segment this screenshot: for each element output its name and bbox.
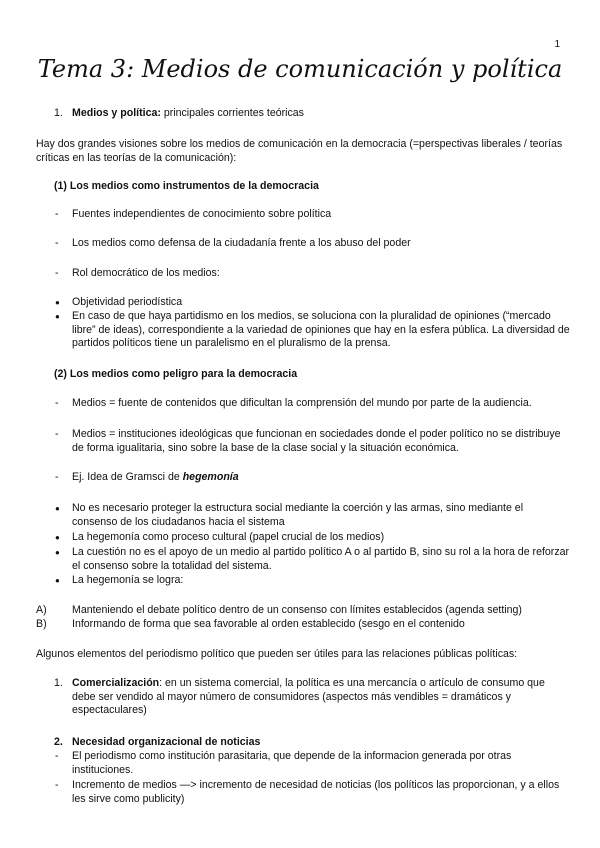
intro-paragraph: Hay dos grandes visiones sobre los medios de comunicación en la democracia (=perspectivas liberales / teorías críticas en las teorías de la comunicación): xyxy=(36,138,563,164)
section-heading: Necesidad organizacional de noticias xyxy=(72,736,261,748)
dash-marker: - xyxy=(55,267,59,279)
list-number: 1. xyxy=(54,107,63,119)
item-text: Ej. Idea de Gramsci de xyxy=(72,471,183,483)
bullet-icon: ● xyxy=(55,548,60,557)
emphasis-term: hegemonía xyxy=(182,471,239,483)
bullet-icon: ● xyxy=(55,312,60,321)
bullet-icon: ● xyxy=(55,298,60,307)
dash-marker: - xyxy=(55,428,59,440)
dash-marker: - xyxy=(55,471,59,483)
bold-label: Medios y política: xyxy=(72,107,161,119)
list-item xyxy=(72,471,564,485)
item-text: : en un sistema comercial, la política es una mercancía o artículo de consumo que debe ser vendido al mayor número de consumidores (aspectos más vendibles = dramáticos y espectaculares) xyxy=(72,677,545,717)
page-number: 1 xyxy=(554,39,560,50)
dash-marker: - xyxy=(55,208,59,220)
list-item: En caso de que haya partidismo en los medios, se soluciona con la pluralidad de opiniones (“mercado libre” de ideas), correspondiente a la variedad de opiniones que hay en la esfera pública. La diversidad de partidos políticos tiene un paralelismo en el pluralismo de la prensa. xyxy=(72,310,570,350)
list-item: Objetividad periodística xyxy=(72,296,183,308)
list-item: No es necesario proteger la estructura social mediante la coerción y las armas, sino mediante el consenso de los ciudadanos hacia el sistema xyxy=(72,502,524,528)
subsection-heading-2: (2) Los medios como peligro para la democracia xyxy=(54,368,298,380)
list-item: Medios = fuente de contenidos que dificultan la comprensión del mundo por parte de la audiencia. xyxy=(72,397,532,409)
list-item: Los medios como defensa de la ciudadanía frente a los abuso del poder xyxy=(72,237,411,249)
list-item: La hegemonía se logra: xyxy=(72,574,184,586)
subsection-heading-1: (1) Los medios como instrumentos de la democracia xyxy=(54,180,319,192)
letter-label: A) xyxy=(36,604,47,616)
dash-marker: - xyxy=(55,237,59,249)
bullet-icon: ● xyxy=(55,576,60,585)
list-item: Medios = instituciones ideológicas que funcionan en sociedades donde el poder político no se distribuye de forma igualitaria, sino sobre la base de la clase social y la situación económica. xyxy=(72,428,561,454)
list-item: El periodismo como institución parasitaria, que depende de la informacion generada por otras instituciones. xyxy=(72,750,512,776)
list-number: 1. xyxy=(54,677,63,689)
bullet-icon: ● xyxy=(55,533,60,542)
bold-label: Comercialización xyxy=(72,677,160,689)
letter-label: B) xyxy=(36,618,47,630)
list-item: Informando de forma que sea favorable al orden establecido (sesgo en el contenido xyxy=(72,618,465,630)
list-number: 2. xyxy=(54,736,63,748)
dash-marker: - xyxy=(55,397,59,409)
page-title: Tema 3: Medios de comunicación y política xyxy=(37,55,563,83)
section-heading xyxy=(72,107,564,121)
elements-intro: Algunos elementos del periodismo político que pueden ser útiles para las relaciones públicas políticas: xyxy=(36,648,518,660)
list-item: Fuentes independientes de conocimiento sobre política xyxy=(72,208,332,220)
dash-marker: - xyxy=(55,750,59,762)
list-item: Rol democrático de los medios: xyxy=(72,267,220,279)
list-item: Manteniendo el debate político dentro de un consenso con límites establecidos (agenda setting) xyxy=(72,604,522,616)
list-item xyxy=(72,677,564,718)
heading-text: principales corrientes teóricas xyxy=(160,107,304,119)
list-item: Incremento de medios —> incremento de necesidad de noticias (los políticos las proporcionan, y a ellos les sirve como publicity) xyxy=(72,779,560,805)
list-item: La cuestión no es el apoyo de un medio al partido político A o al partido B, sino su rol a la hora de reforzar el consenso sobre la totalidad del sistema. xyxy=(72,546,570,572)
bullet-icon: ● xyxy=(55,504,60,513)
dash-marker: - xyxy=(55,779,59,791)
list-item: La hegemonía como proceso cultural (papel crucial de los medios) xyxy=(72,531,385,543)
